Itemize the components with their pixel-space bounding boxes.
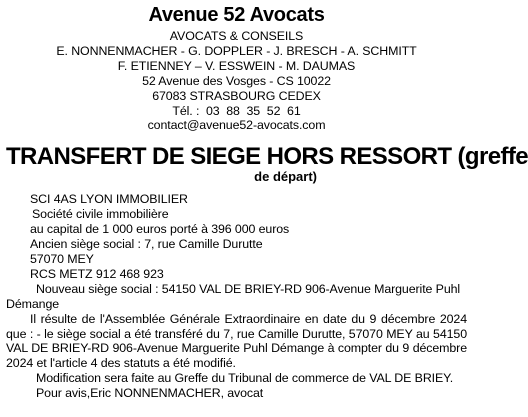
partners-line-2: F. ETIENNEY – V. ESSWEIN - M. DAUMAS (117, 58, 356, 73)
signature-line: Pour avis,Eric NONNENMACHER, avocat (36, 386, 264, 401)
notice-title: TRANSFERT DE SIEGE HORS RESSORT (greffe (6, 143, 528, 171)
new-registered-office: Nouveau siège social : 54150 VAL DE BRIEY-RD 906-Avenue Marguerite Puhl Démange (6, 281, 461, 311)
company-name: SCI 4AS LYON IMMOBILIER (30, 192, 188, 207)
resolution-paragraph: Il résulte de l'Assemblée Générale Extraordinaire en date du 9 décembre 2024 que : - le siège social a été transféré du 7, rue Camille Durutte, 57070 MEY au 54150 VAL DE BRIEY-RD 906-Avenue Marguerite Puhl Démange à compter du 9 décembre 2024 et l'article 4 des statuts a été modifié. (6, 311, 467, 371)
email-address: contact@avenue52-avocats.com (147, 118, 326, 133)
notice-title-continuation: de départ) (254, 169, 317, 185)
old-registered-office: Ancien siège social : 7, rue Camille Durutte (30, 237, 263, 252)
firm-subtitle: AVOCATS & CONSEILS (169, 29, 304, 43)
filing-statement: Modification sera faite au Greffe du Tribunal de commerce de VAL DE BRIEY. (36, 371, 454, 386)
notice-body (6, 192, 467, 401)
address-line-1: 52 Avenue des Vosges - CS 10022 (142, 73, 331, 88)
company-form: Société civile immobilière (32, 207, 169, 222)
firm-name: Avenue 52 Avocats (148, 4, 325, 26)
address-line-2: 67083 STRASBOURG CEDEX (152, 88, 321, 103)
phone-number: Tél. : 03 88 35 52 61 (172, 103, 301, 118)
company-capital: au capital de 1 000 euros porté à 396 000 euros (30, 222, 290, 237)
old-city: 57070 MEY (30, 251, 94, 266)
rcs-number: RCS METZ 912 468 923 (30, 266, 164, 281)
partners-line-1: E. NONNENMACHER - G. DOPPLER - J. BRESCH - A. SCHMITT (56, 43, 417, 58)
